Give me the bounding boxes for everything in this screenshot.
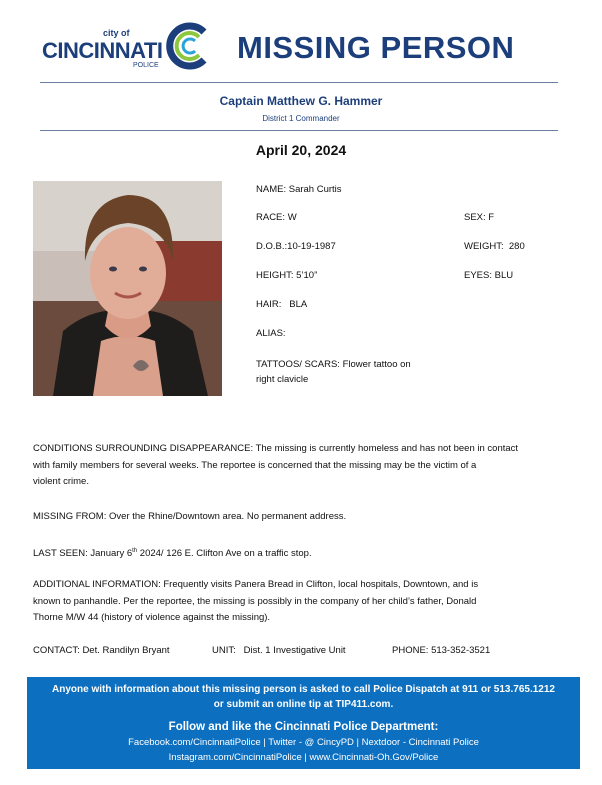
missing-from-paragraph: MISSING FROM: Over the Rhine/Downtown area. No permanent address. [33,511,347,522]
dob-value: 10-19-1987 [287,241,336,252]
alias-field: ALIAS: [256,328,286,339]
additional-info-paragraph: ADDITIONAL INFORMATION: Frequently visits Panera Bread in Clifton, local hospitals, Downtown, and is known to panhandle. Per the reportee, the missing is possibly in the company of her child’s father, Donald Thorne M/W 44 (history of violence against the missing). [33,579,479,623]
header-divider [40,82,558,83]
flyer-date: April 20, 2024 [255,142,347,158]
unit-value: Dist. 1 Investigative Unit [243,645,346,656]
weight-value: 280 [508,241,525,252]
logo-police: POLICE [133,62,159,69]
banner-social-links-1: Facebook.com/CincinnatiPolice | Twitter - @ CincyPD | Nextdoor - Cincinnati Police [128,737,479,748]
name-value: Sarah Curtis [288,184,342,195]
phone-field: PHONE: 513-352-3521 [392,645,491,656]
conditions-paragraph: CONDITIONS SURROUNDING DISAPPEARANCE: The missing is currently homeless and has not been in contact with family members for several weeks. The reportee is concerned that the missing may be the victim of a violent crime. [33,443,519,487]
banner-social-links-2: Instagram.com/CincinnatiPolice | www.Cincinnati-Oh.Gov/Police [168,752,439,763]
banner-tip-line: or submit an online tip at TIP411.com. [213,699,394,710]
contact-value: Det. Randilyn Bryant [82,645,170,656]
cincinnati-c-logo-icon [166,22,210,70]
banner-follow-heading: Follow and like the Cincinnati Police Department: [168,721,439,733]
captain-name: Captain Matthew G. Hammer [219,94,383,108]
last-seen-paragraph: LAST SEEN: January 6th 2024/ 126 E. Clifton Ave on a traffic stop. [33,548,312,560]
phone-value: 513-352-3521 [431,645,491,656]
hair-field: HAIR: BLA [256,299,308,310]
sex-field: SEX: F [464,212,495,223]
tattoos-field: TATTOOS/ SCARS: Flower tattoo on right clavicle [256,359,411,385]
info-banner [27,677,580,769]
unit-field: UNIT: Dist. 1 Investigative Unit [212,645,346,656]
name-field: NAME: Sarah Curtis [256,184,342,195]
eyes-field: EYES: BLU [464,270,514,281]
dob-field: D.O.B.:10-19-1987 [256,241,336,252]
contact-field: CONTACT: Det. Randilyn Bryant [33,645,170,656]
race-value: W [287,212,297,223]
tattoos-value-line2: right clavicle [256,374,309,385]
logo-wordmark: CINCINNATI [42,38,163,63]
tattoos-value: Flower tattoo on [342,359,411,370]
logo-city-of: city of [103,28,130,38]
height-field: HEIGHT: 5’10” [256,270,318,281]
sex-value: F [488,212,495,223]
race-field: RACE: W [256,212,297,223]
district-title: District 1 Commander [262,114,340,123]
height-value: 5’10” [296,270,318,281]
subheader-divider [40,130,558,131]
missing-person-photo [33,181,222,396]
page-title: MISSING PERSON [237,30,515,65]
eyes-value: BLU [494,270,514,281]
hair-value: BLA [289,299,308,310]
weight-field: WEIGHT: 280 [464,241,525,252]
banner-call-line: Anyone with information about this missing person is asked to call Police Dispatch at 911 or 513.765.1212 [52,684,555,695]
